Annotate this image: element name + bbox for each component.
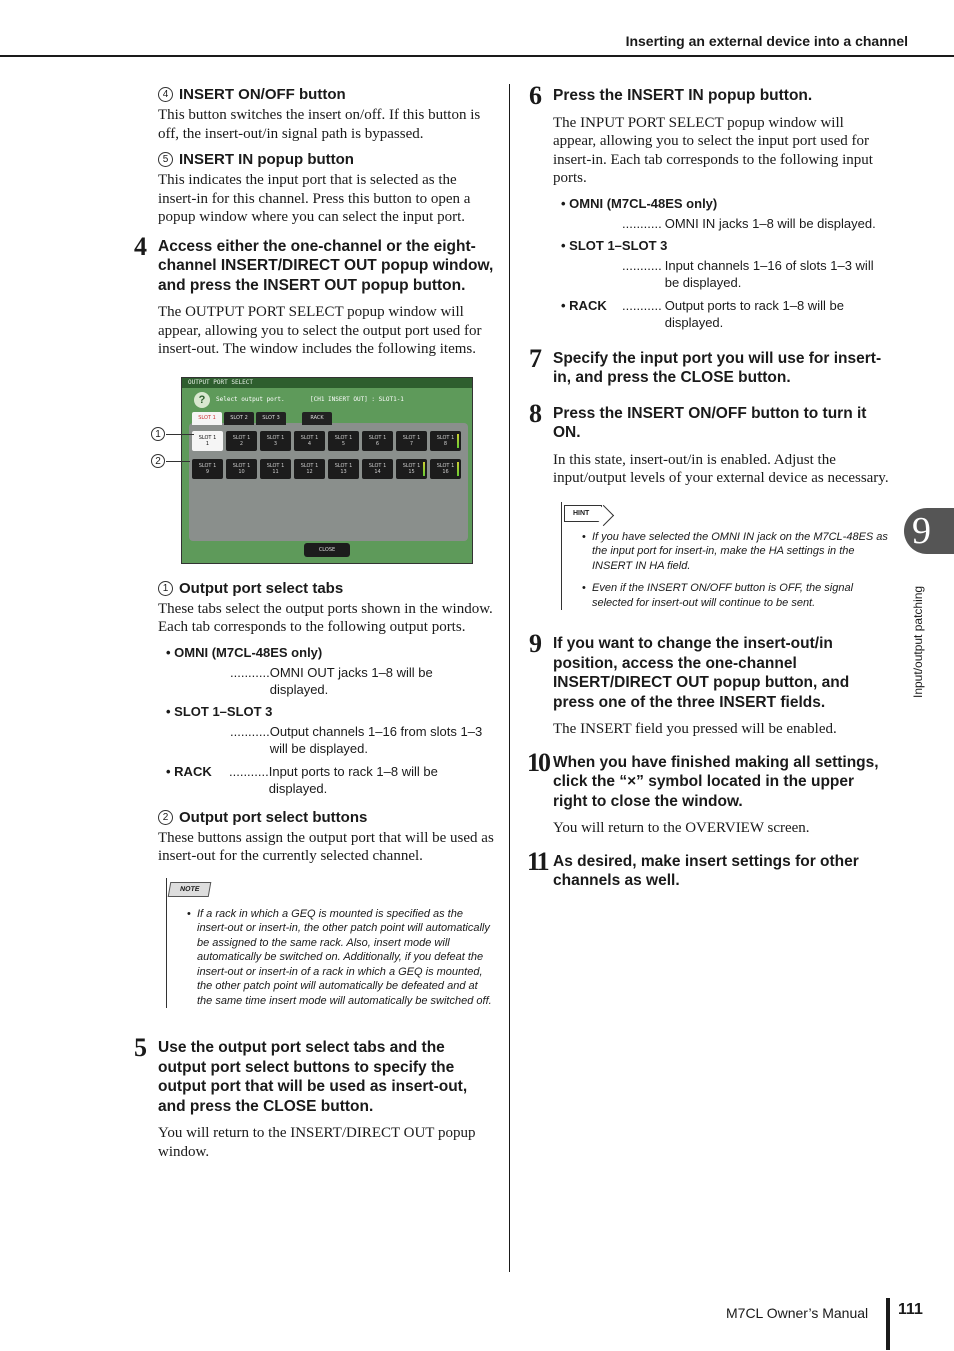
section-output-tabs-text: These tabs select the output ports shown in the window. Each tab corresponds to the following output ports.: [158, 600, 493, 635]
port-tabs: [192, 412, 332, 425]
circled-number: 2: [158, 810, 173, 825]
section-output-tabs-heading: 1 Output port select tabs: [158, 580, 494, 597]
port-button-label: SLOT 1: [402, 462, 421, 469]
chapter-tab: 9: [904, 508, 954, 554]
step-title: Access either the one-channel or the eight-channel INSERT/DIRECT OUT popup window, and press the INSERT OUT popup button.: [158, 237, 494, 294]
input-tab-list: [553, 196, 889, 331]
step-number: 5: [134, 1033, 147, 1062]
tab-rack[interactable]: RACK: [302, 412, 332, 425]
port-button-label: SLOT 1: [436, 462, 455, 469]
column-rule: [509, 84, 510, 1272]
section-output-buttons-text: These buttons assign the output port that will be used as insert-out for the currently selected channel.: [158, 829, 494, 864]
note-box: [166, 878, 494, 1009]
port-button-label: 4: [307, 440, 312, 447]
tab-slot1[interactable]: SLOT 1: [192, 412, 222, 425]
section-insert-in-heading: 5 INSERT IN popup button: [158, 151, 494, 168]
port-select-button[interactable]: [294, 431, 325, 451]
close-button[interactable]: CLOSE: [304, 543, 350, 557]
step-title: When you have finished making all settings, click the “×” symbol located in the upper right to close the window.: [553, 753, 879, 810]
list-item: • SLOT 1–SLOT 3: [166, 704, 494, 719]
chapter-side-label: Input/output patching: [911, 585, 925, 698]
step-title: Press the INSERT IN popup button.: [553, 87, 813, 104]
port-select-button[interactable]: [430, 459, 461, 479]
port-button-label: SLOT 1: [266, 462, 285, 469]
step-8: [529, 398, 889, 443]
output-tab-list: [158, 645, 494, 797]
port-button-label: SLOT 1: [368, 434, 387, 441]
port-button-label: SLOT 1: [198, 462, 217, 469]
port-button-label: 9: [205, 468, 210, 475]
port-select-button[interactable]: [430, 431, 461, 451]
list-item-definition: ........... Input channels 1–16 of slots 1–3 will be displayed.: [622, 257, 874, 290]
port-button-label: 14: [374, 468, 381, 475]
list-item-definition: ........... OMNI OUT jacks 1–8 will be displayed.: [230, 664, 433, 697]
port-select-button[interactable]: [260, 459, 291, 479]
tab-slot3[interactable]: SLOT 3: [256, 412, 286, 425]
port-select-button[interactable]: [328, 459, 359, 479]
header-rule: [0, 55, 954, 57]
window-title: OUTPUT PORT SELECT: [182, 378, 472, 388]
list-item-definition: ........... OMNI IN jacks 1–8 will be displayed.: [622, 215, 876, 231]
port-button-label: SLOT 1: [300, 462, 319, 469]
step-number: 11: [527, 846, 548, 876]
port-button-label: 13: [340, 468, 347, 475]
step-9: [529, 629, 889, 712]
port-button-label: SLOT 1: [232, 434, 251, 441]
note-badge: NOTE: [168, 882, 212, 897]
output-port-select-screenshot: [181, 377, 473, 564]
level-meter: [457, 434, 459, 448]
page-number: 111: [898, 1301, 923, 1318]
section-insert-in-text: This indicates the input port that is selected as the insert-in for this channel. Press this button to open a popup window where you can select the input port.: [158, 172, 471, 225]
step-number: 9: [529, 629, 542, 658]
step-10: [527, 747, 889, 812]
section-output-buttons-heading: 2 Output port select buttons: [158, 809, 494, 826]
port-button-label: 11: [272, 468, 279, 475]
port-button-label: 6: [375, 440, 380, 447]
step-4-text: The OUTPUT PORT SELECT popup window will appear, allowing you to select the output port used for insert-out. The window includes the following items.: [158, 304, 482, 357]
port-button-label: 3: [273, 440, 278, 447]
callout-2-line: [166, 461, 190, 462]
hint-box: [561, 502, 889, 611]
port-button-label: 7: [409, 440, 414, 447]
step-5-text: You will return to the INSERT/DIRECT OUT popup window.: [158, 1125, 476, 1160]
section-insert-onoff-text: This button switches the insert on/off. If this button is off, the insert-out/in signal path is bypassed.: [158, 107, 481, 142]
list-item: • OMNI (M7CL-48ES only): [166, 645, 494, 660]
list-item: • OMNI (M7CL-48ES only): [561, 196, 889, 211]
port-select-button[interactable]: [362, 431, 393, 451]
step-4: [134, 231, 494, 296]
port-button-label: 16: [442, 468, 449, 475]
note-item: • If a rack in which a GEQ is mounted is specified as the insert-out or insert-in, the other patch point will automatically be assigned to the same rack. Also, insert mode will automatically be switched on. Additionally, if you defeat the insert-out or insert-in of a rack in which a GEQ is mounted, the other patch point will automatically be defeated and at the same time insert mode will automatically be switched off.: [187, 907, 494, 1009]
port-select-button[interactable]: [192, 431, 223, 451]
step-title: If you want to change the insert-out/in position, access the one-channel INSERT/DIRECT OUT popup button, and press one of the three INSERT fields.: [553, 635, 850, 711]
step-title: Specify the input port you will use for insert-in, and press the CLOSE button.: [553, 349, 882, 386]
port-select-button[interactable]: [226, 431, 257, 451]
hint-badge: HINT: [564, 505, 602, 522]
step-number: 8: [529, 398, 542, 428]
port-select-button[interactable]: [294, 459, 325, 479]
callout-1: 1: [151, 427, 165, 441]
step-title: Use the output port select tabs and the output port select buttons to specify the output port that will be used as insert-out, and press the CLOSE button.: [158, 1039, 468, 1115]
step-number: 4: [134, 231, 147, 261]
step-title: As desired, make insert settings for other channels as well.: [553, 852, 859, 889]
hint-item: • Even if the INSERT ON/OFF button is OFF, the signal selected for insert-out will continue to be sent.: [582, 581, 889, 610]
callout-1-line: [166, 434, 194, 435]
step-number: 6: [529, 81, 542, 110]
port-button-label: SLOT 1: [368, 462, 387, 469]
level-meter: [457, 462, 459, 476]
port-button-label: 1: [205, 440, 210, 447]
step-7: [529, 343, 889, 388]
step-title: Press the INSERT ON/OFF button to turn it ON.: [553, 404, 867, 441]
step-9-text: The INSERT field you pressed will be enabled.: [553, 721, 837, 737]
port-select-button[interactable]: [260, 431, 291, 451]
port-button-label: SLOT 1: [436, 434, 455, 441]
port-button-label: SLOT 1: [300, 434, 319, 441]
tab-slot2[interactable]: SLOT 2: [224, 412, 254, 425]
port-button-label: SLOT 1: [266, 434, 285, 441]
level-meter: [423, 462, 425, 476]
step-6: [529, 81, 889, 110]
list-item: • SLOT 1–SLOT 3: [561, 238, 889, 253]
help-icon: ?: [194, 392, 210, 408]
port-select-button[interactable]: [362, 459, 393, 479]
step-6-text: The INPUT PORT SELECT popup window will appear, allowing you to select the input port used for insert-in. Each tab corresponds to the following input ports.: [553, 114, 873, 186]
window-message: Select output port.: [216, 395, 285, 403]
port-select-button[interactable]: [396, 431, 427, 451]
circled-number: 4: [158, 87, 173, 102]
port-button-label: 12: [306, 468, 313, 475]
port-select-button[interactable]: [328, 431, 359, 451]
step-8-text: In this state, insert-out/in is enabled. Adjust the input/output levels of your external device as necessary.: [553, 451, 889, 486]
port-button-label: 15: [408, 468, 415, 475]
hint-item: • If you have selected the OMNI IN jack on the M7CL-48ES as the input port for insert-in, make the HA settings in the INSERT IN HA field.: [582, 530, 889, 574]
port-button-label: 10: [238, 468, 245, 475]
list-item: • RACK ........... Output ports to rack 1–8 will be displayed.: [561, 297, 844, 330]
port-button-label: 5: [341, 440, 346, 447]
section-insert-onoff-heading: 4 INSERT ON/OFF button: [158, 86, 494, 103]
port-button-label: 8: [443, 440, 448, 447]
right-column: [527, 81, 889, 899]
channel-label: [CH1 INSERT OUT] : SLOT1-1: [310, 395, 404, 403]
port-select-button[interactable]: [396, 459, 427, 479]
port-button-label: SLOT 1: [334, 462, 353, 469]
list-item-definition: ........... Output channels 1–16 from slots 1–3 will be displayed.: [230, 723, 483, 756]
footer-manual-title: M7CL Owner’s Manual: [726, 1305, 869, 1321]
port-button-label: SLOT 1: [232, 462, 251, 469]
port-select-button[interactable]: [226, 459, 257, 479]
port-button-label: 2: [239, 440, 244, 447]
port-button-label: SLOT 1: [402, 434, 421, 441]
left-column: [134, 86, 494, 1169]
circled-number: 5: [158, 152, 173, 167]
step-10-text: You will return to the OVERVIEW screen.: [553, 820, 810, 836]
port-button-label: SLOT 1: [198, 434, 217, 441]
footer-bar: [886, 1298, 890, 1350]
running-header: Inserting an external device into a channel: [625, 33, 908, 49]
port-button-label: SLOT 1: [334, 434, 353, 441]
port-select-button[interactable]: [192, 459, 223, 479]
list-item: • RACK ........... Input ports to rack 1–8 will be displayed.: [166, 763, 438, 796]
step-number: 7: [529, 343, 542, 373]
circled-number: 1: [158, 581, 173, 596]
step-11: [527, 846, 889, 891]
port-button-grid: [192, 431, 461, 479]
callout-2: 2: [151, 454, 165, 468]
step-5: [134, 1033, 494, 1116]
step-number: 10: [527, 747, 549, 777]
